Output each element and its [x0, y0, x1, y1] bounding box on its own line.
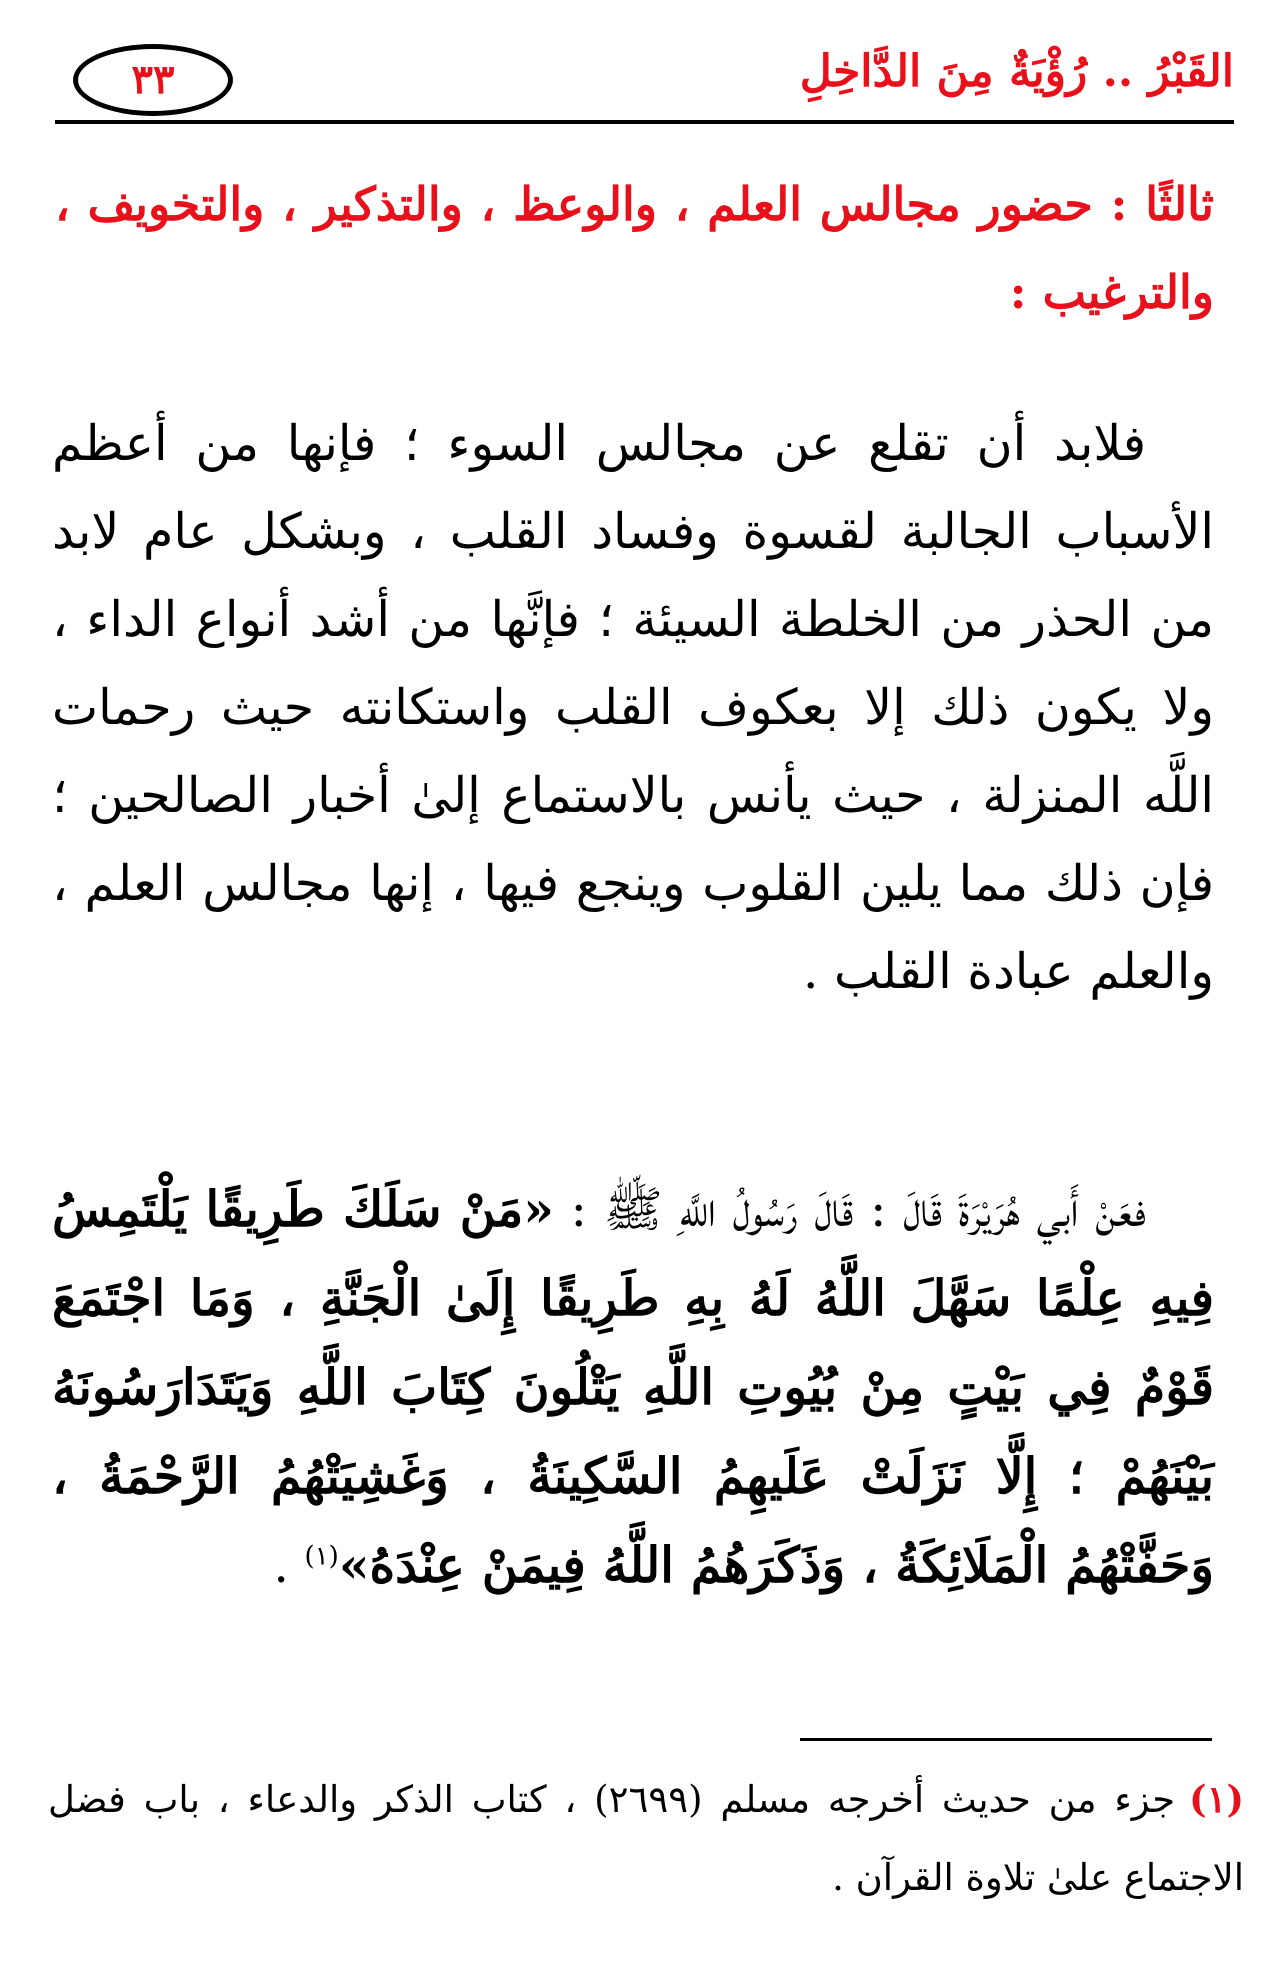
paragraph: [52, 400, 1214, 1016]
hadith-intro: فعَنْ أَبي هُرَيْرَةَ قَالَ : قَالَ رَسُولُ اللَّهِ ﷺ :: [553, 1181, 1146, 1238]
section-heading: ثالثًا : حضور مجالس العلم ، والوعظ ، والتذكير ، والتخويف ، والترغيب :: [55, 177, 1214, 319]
footnote-reference[interactable]: (١): [304, 1541, 339, 1572]
running-title: القَبْرُ .. رُؤْيَةٌ مِنَ الدَّاخِلِ: [799, 46, 1234, 97]
footnote: [48, 1760, 1244, 1917]
footnote-number: (١): [1189, 1777, 1244, 1821]
header-rule: [55, 120, 1234, 124]
paragraph-text: فلابد أن تقلع عن مجالس السوء ؛ فإنها من أعظم الأسباب الجالبة لقسوة وفساد القلب ، وبشكل عام لابد من الحذر من الخلطة السيئة ؛ فإنَّها من أشد أنواع الداء ، ولا يكون ذلك إلا بعكوف القلب واستكانته حيث رحمات اللَّه المنزلة ، حيث يأنس بالاستماع إلىٰ أخبار الصالحين ؛ فإن ذلك مما يلين القلوب وينجع فيها ، إنها مجالس العلم ، والعلم عبادة القلب .: [52, 415, 1214, 1000]
page-number: ٣٣: [73, 44, 233, 116]
page-header: [55, 38, 1234, 124]
hadith-text: «مَنْ سَلَكَ طَرِيقًا يَلْتَمِسُ فِيهِ عِلْمًا سَهَّلَ اللَّهُ لَهُ بِهِ طَرِيقًا إِلَىٰ الْجَنَّةِ ، وَمَا اجْتَمَعَ قَوْمٌ فِي بَيْتٍ مِنْ بُيُوتِ اللَّهِ يَتْلُونَ كِتَابَ اللَّهِ وَيَتَدَارَسُونَهُ بَيْنَهُمْ ؛ إِلَّا نَزَلَتْ عَلَيهِمُ السَّكِينَةُ ، وَغَشِيَتْهُمُ الرَّحْمَةُ ، وَحَفَّتْهُمُ الْمَلَائِكَةُ ، وَذَكَرَهُمُ اللَّهُ فِيمَنْ عِنْدَهُ»: [52, 1180, 1214, 1594]
footnote-text: جزء من حديث أخرجه مسلم (٢٦٩٩) ، كتاب الذكر والدعاء ، باب فضل الاجتماع علىٰ تلاوة القرآن .: [48, 1778, 1244, 1899]
hadith-paragraph: [52, 1165, 1214, 1610]
footnote-separator: [800, 1738, 1212, 1741]
closing-punctuation: .: [273, 1537, 305, 1594]
